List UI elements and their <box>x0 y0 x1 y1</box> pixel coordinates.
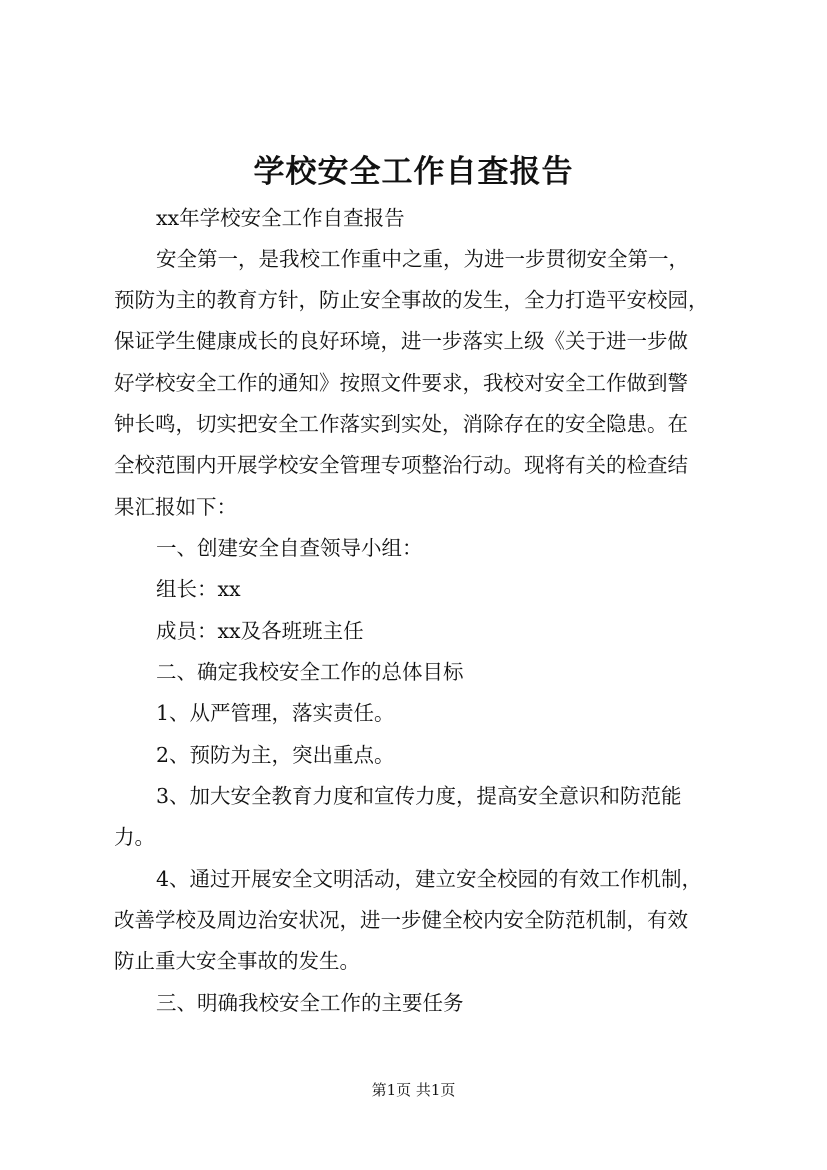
page-number: 第1页 共1页 <box>371 1081 456 1099</box>
goal-4-line-3: 防止重大安全事故的发生。 <box>114 949 360 973</box>
section-2-heading: 二、确定我校安全工作的总体目标 <box>156 660 464 684</box>
goal-2: 2、预防为主，突出重点。 <box>156 743 395 767</box>
goal-4-line-2: 改善学校及周边治安状况，进一步健全校内安全防范机制，有效 <box>114 908 688 932</box>
goal-4-line-1: 4、通过开展安全文明活动，建立安全校园的有效工作机制， <box>156 867 703 891</box>
leader-line: 组长：xx <box>156 577 241 601</box>
section-3-heading: 三、明确我校安全工作的主要任务 <box>156 991 464 1015</box>
intro-line-2: 预防为主的教育方针，防止安全事故的发生，全力打造平安校园， <box>114 288 709 312</box>
intro-line-4: 好学校安全工作的通知》按照文件要求，我校对安全工作做到警 <box>114 371 688 395</box>
intro-line-7: 果汇报如下： <box>114 495 237 519</box>
members-line: 成员：xx及各班班主任 <box>156 619 364 643</box>
document-subtitle: xx年学校安全工作自查报告 <box>156 206 405 230</box>
section-1-heading: 一、创建安全自查领导小组： <box>156 536 423 560</box>
goal-3-line-1: 3、加大安全教育力度和宣传力度，提高安全意识和防范能 <box>156 784 682 808</box>
intro-line-3: 保证学生健康成长的良好环境，进一步落实上级《关于进一步做 <box>114 329 688 353</box>
intro-line-1: 安全第一，是我校工作重中之重，为进一步贯彻安全第一， <box>156 247 689 271</box>
intro-line-5: 钟长鸣，切实把安全工作落实到实处，消除存在的安全隐患。在 <box>114 412 688 436</box>
goal-1: 1、从严管理，落实责任。 <box>156 701 395 725</box>
document-title: 学校安全工作自查报告 <box>253 154 574 190</box>
goal-3-line-2: 力。 <box>114 825 155 849</box>
intro-line-6: 全校范围内开展学校安全管理专项整治行动。现将有关的检查结 <box>114 453 688 477</box>
